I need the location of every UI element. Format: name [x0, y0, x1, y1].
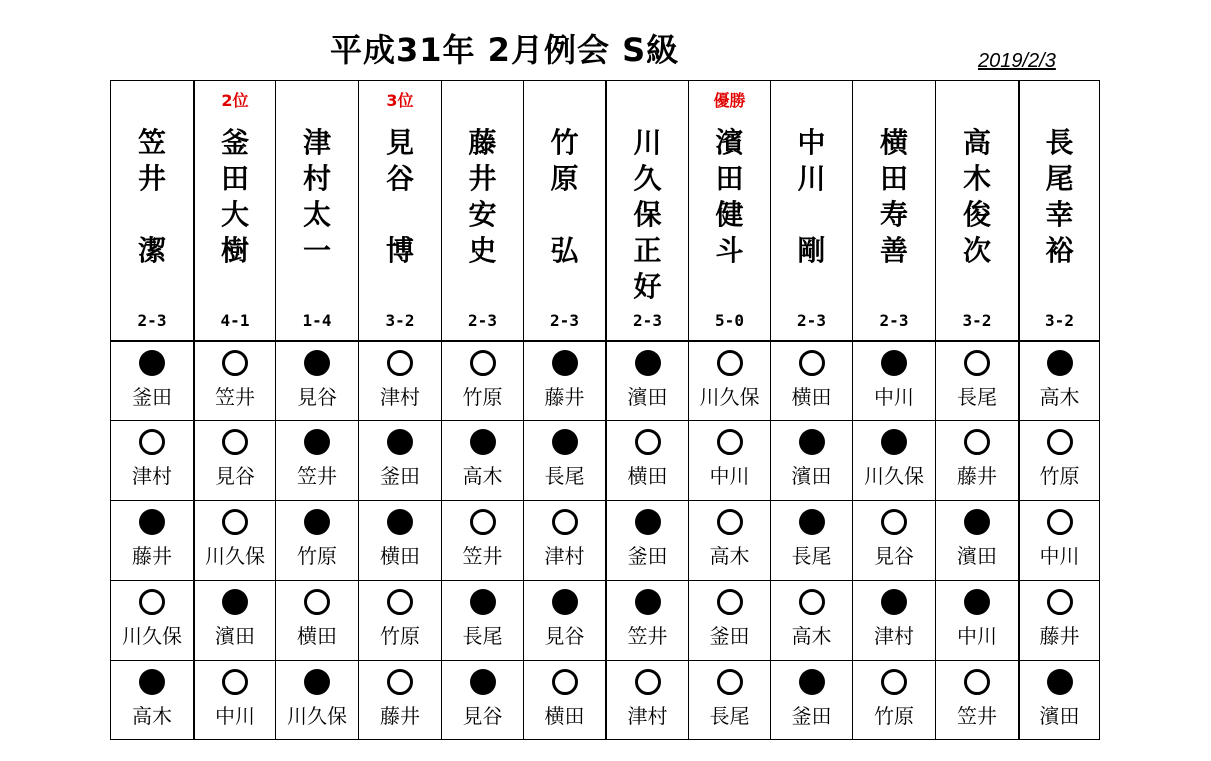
opponent-name: 横田	[791, 385, 832, 409]
win-circle-icon	[387, 589, 413, 615]
opponent-name: 竹原	[462, 385, 503, 409]
game-cell	[607, 580, 688, 660]
win-circle-icon	[470, 509, 496, 535]
opponent-name: 長尾	[957, 385, 997, 409]
player-name-char: 田	[715, 162, 744, 195]
player-name-char: 濱	[715, 126, 744, 159]
player-record: 3-2	[962, 311, 992, 330]
game-cell	[359, 660, 441, 739]
player-record: 2-3	[633, 311, 662, 330]
loss-circle-icon	[635, 509, 661, 535]
player-header	[111, 81, 193, 340]
loss-circle-icon	[552, 429, 578, 455]
game-cell	[853, 580, 935, 660]
opponent-name: 横田	[297, 624, 337, 648]
opponent-name: 津村	[874, 624, 914, 648]
page-title: 平成31年 2月例会 S級	[330, 31, 680, 69]
opponent-name: 津村	[380, 385, 420, 409]
player-name-char: 木	[962, 162, 991, 195]
win-circle-icon	[717, 429, 743, 455]
game-cell	[853, 660, 935, 739]
player-column	[1018, 81, 1099, 739]
win-circle-icon	[1047, 429, 1073, 455]
game-cell	[442, 420, 523, 500]
game-cell	[936, 420, 1018, 500]
player-record: 2-3	[797, 311, 826, 330]
opponent-name: 中川	[1039, 544, 1080, 568]
game-cell	[111, 420, 193, 500]
player-rank: 2位	[221, 91, 249, 110]
player-name	[771, 125, 852, 269]
player-name-char: 田	[220, 162, 249, 195]
win-circle-icon	[717, 669, 743, 695]
opponent-name: 釜田	[380, 464, 420, 488]
opponent-name: 濱田	[1039, 704, 1080, 728]
player-name-char: 一	[302, 234, 331, 267]
loss-circle-icon	[635, 589, 661, 615]
player-column	[688, 81, 770, 739]
player-column	[852, 81, 935, 739]
player-rank: 優勝	[713, 91, 746, 110]
win-circle-icon	[222, 669, 248, 695]
win-circle-icon	[635, 669, 661, 695]
opponent-name: 濱田	[791, 464, 832, 488]
opponent-name: 見谷	[297, 385, 337, 409]
player-name-char: 原	[550, 162, 579, 195]
player-header	[936, 81, 1018, 340]
win-circle-icon	[387, 350, 413, 376]
player-name-char: 善	[879, 234, 908, 267]
loss-circle-icon	[387, 509, 413, 535]
opponent-name: 笠井	[462, 544, 503, 568]
win-circle-icon	[222, 509, 248, 535]
player-name-char: 健	[715, 198, 744, 231]
loss-circle-icon	[304, 350, 330, 376]
player-name	[359, 125, 441, 269]
opponent-name: 笠井	[215, 385, 255, 409]
opponent-name: 高木	[132, 704, 172, 728]
player-name	[607, 125, 688, 305]
game-cell	[771, 660, 852, 739]
player-rank: 3位	[386, 91, 414, 110]
game-cell	[359, 500, 441, 580]
event-date: 2019/2/3	[978, 50, 1056, 72]
loss-circle-icon	[470, 669, 496, 695]
game-cell	[1020, 500, 1099, 580]
loss-circle-icon	[304, 429, 330, 455]
player-name-char: 川	[797, 162, 826, 195]
player-header	[442, 81, 523, 340]
loss-circle-icon	[304, 669, 330, 695]
win-circle-icon	[964, 429, 990, 455]
win-circle-icon	[964, 350, 990, 376]
player-column	[358, 81, 441, 739]
opponent-name: 藤井	[544, 385, 585, 409]
game-cell	[771, 420, 852, 500]
loss-circle-icon	[1047, 350, 1073, 376]
player-column	[441, 81, 523, 739]
win-circle-icon	[717, 589, 743, 615]
player-name-char: 裕	[1045, 234, 1074, 267]
player-name-char: 釜	[220, 126, 249, 159]
game-cell	[853, 500, 935, 580]
game-cell	[359, 340, 441, 420]
player-column	[523, 81, 605, 739]
game-cell	[771, 340, 852, 420]
player-record: 5-0	[715, 311, 744, 330]
player-column	[770, 81, 852, 739]
loss-circle-icon	[964, 589, 990, 615]
game-cell	[1020, 420, 1099, 500]
game-cell	[689, 340, 770, 420]
results-table	[110, 80, 1100, 740]
player-name-char: 藤	[468, 126, 497, 159]
game-cell	[853, 420, 935, 500]
opponent-name: 竹原	[874, 704, 914, 728]
opponent-name: 津村	[627, 704, 668, 728]
opponent-name: 横田	[544, 704, 585, 728]
player-name-char: 井	[468, 162, 497, 195]
game-cell	[771, 580, 852, 660]
opponent-name: 川久保	[287, 704, 347, 728]
opponent-name: 見谷	[544, 624, 585, 648]
player-name-char: 大	[220, 198, 249, 231]
opponent-name: 藤井	[957, 464, 997, 488]
game-cell	[607, 660, 688, 739]
player-header	[689, 81, 770, 340]
loss-circle-icon	[222, 589, 248, 615]
game-cell	[276, 580, 358, 660]
player-name-char: 次	[962, 234, 991, 267]
opponent-name: 高木	[462, 464, 503, 488]
loss-circle-icon	[470, 589, 496, 615]
loss-circle-icon	[799, 429, 825, 455]
player-name-char: 横	[879, 126, 908, 159]
player-name-char: 寿	[879, 198, 908, 231]
opponent-name: 釜田	[709, 624, 750, 648]
opponent-name: 中川	[709, 464, 750, 488]
game-cell	[442, 580, 523, 660]
player-name	[1020, 125, 1099, 269]
player-name-char: 安	[468, 198, 497, 231]
player-name-char: 谷	[385, 162, 414, 195]
game-cell	[276, 420, 358, 500]
opponent-name: 川久保	[205, 544, 265, 568]
opponent-name: 津村	[132, 464, 172, 488]
win-circle-icon	[881, 509, 907, 535]
win-circle-icon	[964, 669, 990, 695]
win-circle-icon	[799, 350, 825, 376]
game-cell	[195, 340, 275, 420]
player-name-char: 高	[962, 126, 991, 159]
game-cell	[936, 660, 1018, 739]
player-name	[442, 125, 523, 269]
player-header	[607, 81, 688, 340]
loss-circle-icon	[470, 429, 496, 455]
player-header	[853, 81, 935, 340]
player-name-char	[771, 197, 852, 233]
win-circle-icon	[222, 350, 248, 376]
player-name-char: 俊	[962, 198, 991, 231]
player-name-char: 弘	[550, 234, 579, 267]
opponent-name: 釜田	[132, 385, 172, 409]
loss-circle-icon	[635, 350, 661, 376]
game-cell	[1020, 660, 1099, 739]
opponent-name: 津村	[544, 544, 585, 568]
opponent-name: 長尾	[544, 464, 585, 488]
game-cell	[524, 580, 605, 660]
win-circle-icon	[470, 350, 496, 376]
player-name-char: 博	[385, 234, 414, 267]
loss-circle-icon	[881, 350, 907, 376]
loss-circle-icon	[881, 589, 907, 615]
opponent-name: 川久保	[864, 464, 924, 488]
player-name-char: 太	[302, 198, 331, 231]
loss-circle-icon	[799, 509, 825, 535]
game-cell	[111, 500, 193, 580]
player-column	[935, 81, 1018, 739]
win-circle-icon	[799, 589, 825, 615]
game-cell	[276, 500, 358, 580]
player-name-char: 津	[302, 126, 331, 159]
opponent-name: 笠井	[297, 464, 337, 488]
player-name-char: 中	[797, 126, 826, 159]
player-record: 2-3	[468, 311, 497, 330]
loss-circle-icon	[139, 350, 165, 376]
player-name-char: 正	[633, 234, 662, 267]
player-name-char: 見	[385, 126, 414, 159]
player-header	[1020, 81, 1099, 340]
game-cell	[359, 420, 441, 500]
player-record: 2-3	[137, 311, 167, 330]
game-cell	[936, 340, 1018, 420]
game-cell	[111, 660, 193, 739]
win-circle-icon	[552, 669, 578, 695]
player-name-char: 村	[302, 162, 331, 195]
game-cell	[689, 580, 770, 660]
player-name-char	[359, 197, 441, 233]
player-name	[853, 125, 935, 269]
win-circle-icon	[717, 350, 743, 376]
opponent-name: 長尾	[462, 624, 503, 648]
loss-circle-icon	[139, 669, 165, 695]
game-cell	[1020, 340, 1099, 420]
opponent-name: 見谷	[874, 544, 914, 568]
player-record: 1-4	[302, 311, 332, 330]
player-column	[193, 81, 275, 739]
win-circle-icon	[222, 429, 248, 455]
opponent-name: 横田	[380, 544, 420, 568]
game-cell	[1020, 580, 1099, 660]
opponent-name: 川久保	[699, 385, 760, 409]
game-cell	[524, 420, 605, 500]
opponent-name: 釜田	[791, 704, 832, 728]
win-circle-icon	[139, 589, 165, 615]
game-cell	[771, 500, 852, 580]
win-circle-icon	[881, 669, 907, 695]
game-cell	[195, 500, 275, 580]
opponent-name: 横田	[627, 464, 668, 488]
game-cell	[359, 580, 441, 660]
player-name-char: 田	[879, 162, 908, 195]
player-name	[276, 125, 358, 269]
player-record: 2-3	[879, 311, 909, 330]
win-circle-icon	[304, 589, 330, 615]
player-header	[359, 81, 441, 340]
win-circle-icon	[552, 509, 578, 535]
opponent-name: 釜田	[627, 544, 668, 568]
game-cell	[607, 340, 688, 420]
game-cell	[936, 580, 1018, 660]
win-circle-icon	[139, 429, 165, 455]
player-record: 2-3	[550, 311, 579, 330]
opponent-name: 見谷	[462, 704, 503, 728]
win-circle-icon	[1047, 589, 1073, 615]
loss-circle-icon	[964, 509, 990, 535]
player-name-char	[524, 197, 605, 233]
opponent-name: 長尾	[709, 704, 750, 728]
player-name	[524, 125, 605, 269]
game-cell	[442, 660, 523, 739]
opponent-name: 中川	[957, 624, 997, 648]
game-cell	[524, 340, 605, 420]
game-cell	[111, 340, 193, 420]
game-cell	[195, 580, 275, 660]
player-name-char: 史	[468, 234, 497, 267]
opponent-name: 見谷	[215, 464, 255, 488]
opponent-name: 高木	[1039, 385, 1080, 409]
game-cell	[853, 340, 935, 420]
player-name-char: 樹	[220, 234, 249, 267]
player-header	[276, 81, 358, 340]
opponent-name: 竹原	[1039, 464, 1080, 488]
player-name-char: 竹	[550, 126, 579, 159]
game-cell	[195, 660, 275, 739]
opponent-name: 竹原	[380, 624, 420, 648]
player-record: 3-2	[1045, 311, 1074, 330]
loss-circle-icon	[881, 429, 907, 455]
game-cell	[936, 500, 1018, 580]
loss-circle-icon	[387, 429, 413, 455]
loss-circle-icon	[552, 589, 578, 615]
player-name-char: 長	[1045, 126, 1074, 159]
player-name	[689, 125, 770, 269]
game-cell	[524, 500, 605, 580]
player-record: 4-1	[220, 311, 250, 330]
player-header	[524, 81, 605, 340]
game-cell	[689, 660, 770, 739]
opponent-name: 濱田	[215, 624, 255, 648]
opponent-name: 藤井	[380, 704, 420, 728]
opponent-name: 川久保	[122, 624, 182, 648]
game-cell	[195, 420, 275, 500]
loss-circle-icon	[552, 350, 578, 376]
player-name-char: 久	[633, 162, 662, 195]
game-cell	[607, 500, 688, 580]
player-name	[936, 125, 1018, 269]
player-name	[195, 125, 275, 269]
game-cell	[524, 660, 605, 739]
opponent-name: 濱田	[627, 385, 668, 409]
loss-circle-icon	[799, 669, 825, 695]
loss-circle-icon	[304, 509, 330, 535]
player-name-char: 好	[633, 270, 662, 303]
player-header	[195, 81, 275, 340]
player-name-char: 保	[633, 198, 662, 231]
player-name-char: 川	[633, 126, 662, 159]
player-header	[771, 81, 852, 340]
player-name-char: 斗	[715, 234, 744, 267]
win-circle-icon	[387, 669, 413, 695]
loss-circle-icon	[139, 509, 165, 535]
opponent-name: 高木	[709, 544, 750, 568]
game-cell	[442, 500, 523, 580]
game-cell	[111, 580, 193, 660]
win-circle-icon	[1047, 509, 1073, 535]
player-column	[275, 81, 358, 739]
game-cell	[689, 500, 770, 580]
player-column	[605, 81, 688, 739]
player-column	[111, 81, 193, 739]
player-name-char: 笠	[137, 126, 166, 159]
player-name	[111, 125, 193, 269]
player-name-char: 尾	[1045, 162, 1074, 195]
player-name-char: 潔	[137, 234, 166, 267]
opponent-name: 長尾	[791, 544, 832, 568]
opponent-name: 笠井	[627, 624, 668, 648]
opponent-name: 藤井	[132, 544, 172, 568]
opponent-name: 竹原	[297, 544, 337, 568]
game-cell	[276, 660, 358, 739]
opponent-name: 濱田	[957, 544, 997, 568]
player-name-char: 剛	[797, 234, 826, 267]
win-circle-icon	[717, 509, 743, 535]
opponent-name: 中川	[874, 385, 914, 409]
game-cell	[689, 420, 770, 500]
opponent-name: 笠井	[957, 704, 997, 728]
opponent-name: 中川	[215, 704, 255, 728]
opponent-name: 藤井	[1039, 624, 1080, 648]
game-cell	[607, 420, 688, 500]
loss-circle-icon	[1047, 669, 1073, 695]
player-name-char	[111, 197, 193, 233]
player-name-char: 井	[137, 162, 166, 195]
player-record: 3-2	[385, 311, 415, 330]
win-circle-icon	[635, 429, 661, 455]
game-cell	[442, 340, 523, 420]
game-cell	[276, 340, 358, 420]
opponent-name: 高木	[791, 624, 832, 648]
player-name-char: 幸	[1045, 198, 1074, 231]
